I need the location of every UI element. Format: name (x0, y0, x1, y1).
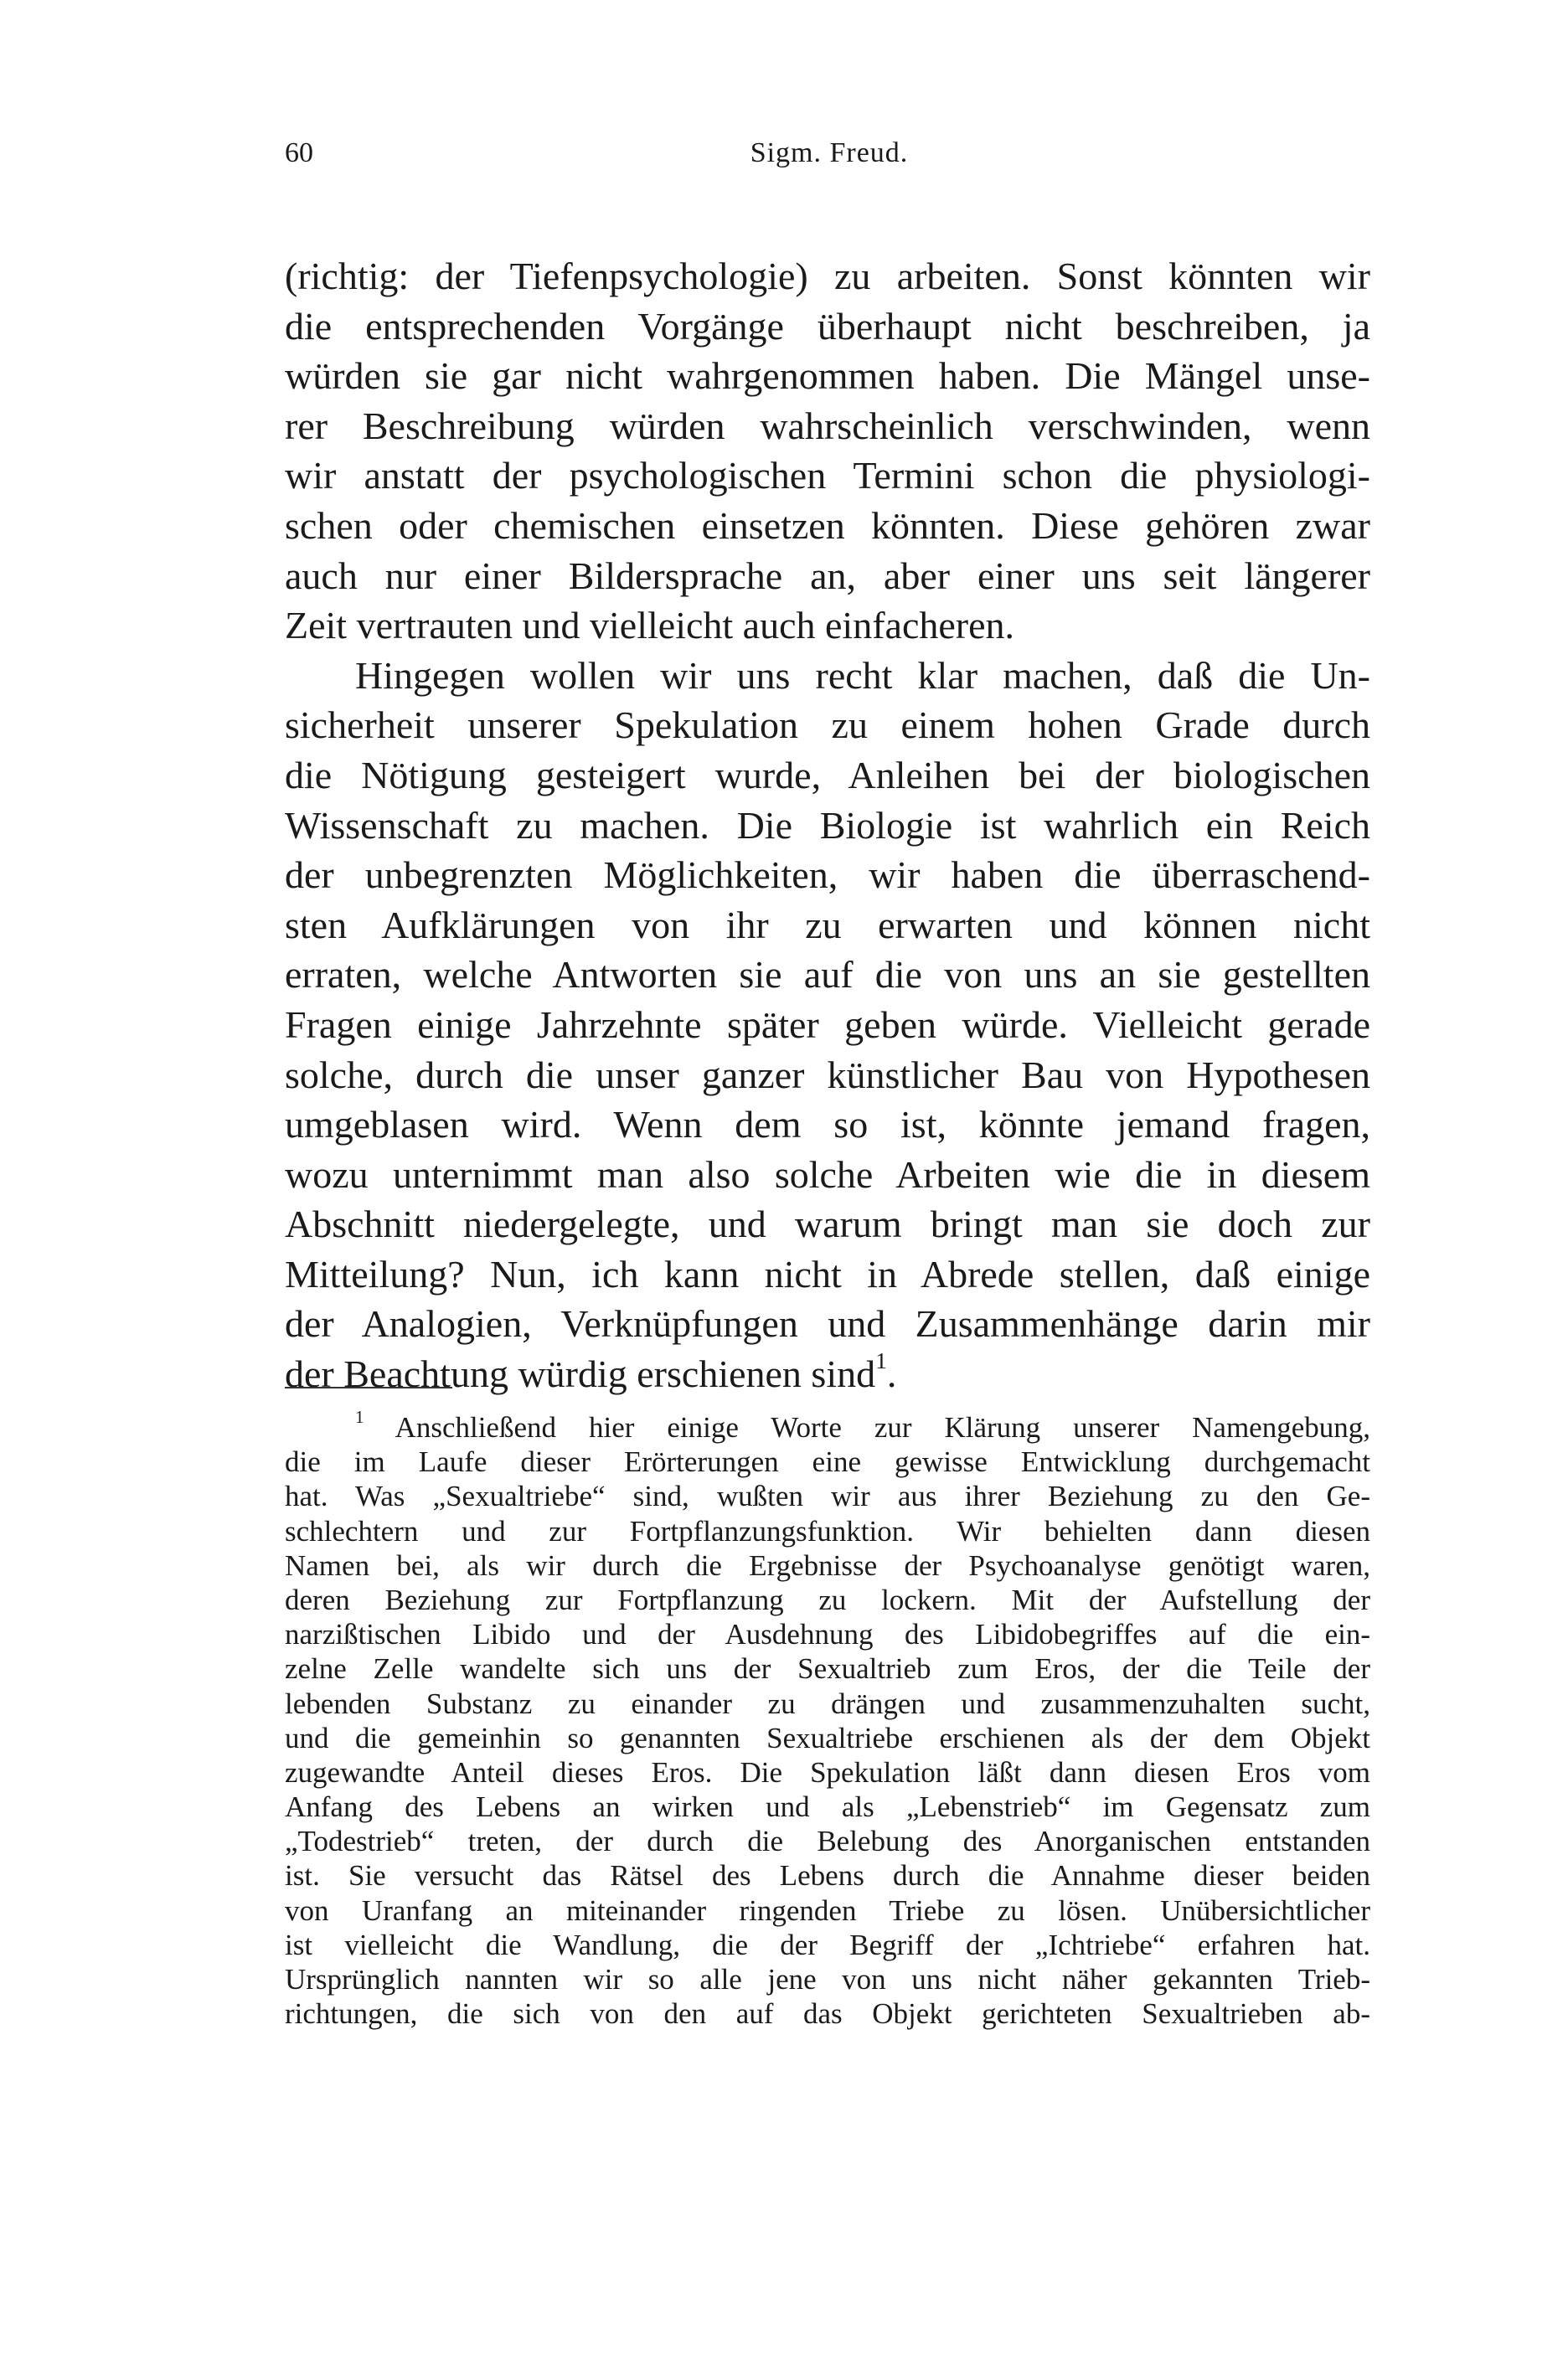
text-line-content: der Beachtung würdig erschienen sind (285, 1352, 876, 1396)
page-number: 60 (285, 137, 313, 168)
footnote-reference: 1 (875, 1349, 887, 1373)
text-line: Hingegen wollen wir uns recht klar machen, daß die Un- (355, 653, 1370, 697)
text-line-last (285, 1349, 1370, 1399)
text-line: schen oder chemischen einsetzen könnten. Diese gehören zwar (285, 503, 1370, 547)
text-line: umgeblasen wird. Wenn dem so ist, könnte jemand fragen, (285, 1103, 1370, 1146)
footnote-line: ist vielleicht die Wandlung, die der Begriff der „Ichtriebe“ erfahren hat. (285, 1928, 1370, 1961)
footnote-block (285, 1410, 1370, 2031)
text-line: die Nötigung gesteigert wurde, Anleihen bei der biologischen (285, 753, 1370, 796)
footnote-reference-suffix: . (886, 1352, 897, 1396)
footnote-line (285, 1410, 1370, 1445)
footnote-line: deren Beziehung zur Fortpflanzung zu lockern. Mit der Aufstellung der (285, 1583, 1370, 1616)
text-line: der Analogien, Verknüpfungen und Zusammenhänge darin mir (285, 1302, 1370, 1346)
footnote-line: zugewandte Anteil dieses Eros. Die Spekulation läßt dann diesen Eros vom (285, 1755, 1370, 1789)
text-line: Fragen einige Jahrzehnte später geben würde. Vielleicht gerade (285, 1002, 1370, 1046)
footnote-line: ist. Sie versucht das Rätsel des Lebens durch die Annahme dieser beiden (285, 1859, 1370, 1893)
text-line: der unbegrenzten Möglichkeiten, wir haben die überraschend- (285, 853, 1370, 897)
text-line: würden sie gar nicht wahrgenommen haben. Die Mängel unse- (285, 354, 1370, 398)
text-line: auch nur einer Bildersprache an, aber einer uns seit längerer (285, 554, 1370, 597)
text-line: erraten, welche Antworten sie auf die von uns an sie gestellten (285, 953, 1370, 997)
footnote-line: Anfang des Lebens an wirken und als „Lebenstrieb“ im Gegensatz zum (285, 1790, 1370, 1824)
text-line: Zeit vertrauten und vielleicht auch einfacheren. (285, 604, 1015, 647)
main-text (285, 251, 1370, 1399)
footnote-separator (285, 1387, 452, 1388)
text-line: Abschnitt niedergelegte, und warum bringt man sie doch zur (285, 1203, 1370, 1246)
footnote-line: und die gemeinhin so genannten Sexualtriebe erschienen als der dem Objekt (285, 1721, 1370, 1754)
footnote-line: Ursprünglich nannten wir so alle jene von uns nicht näher gekannten Trieb- (285, 1963, 1370, 1996)
text-line: sicherheit unserer Spekulation zu einem hohen Grade durch (285, 703, 1370, 747)
text-line: rer Beschreibung würden wahrscheinlich verschwinden, wenn (285, 404, 1370, 447)
text-line: wozu unternimmt man also solche Arbeiten wie die in diesem (285, 1152, 1370, 1196)
footnote-line: die im Laufe dieser Erörterungen eine gewisse Entwicklung durchgemacht (285, 1445, 1370, 1479)
text-line: wir anstatt der psychologischen Termini schon die physiologi- (285, 454, 1370, 497)
footnote-line: hat. Was „Sexualtriebe“ sind, wußten wir aus ihrer Beziehung zu den Ge- (285, 1480, 1370, 1513)
text-line: (richtig: der Tiefenpsychologie) zu arbeiten. Sonst könnten wir (285, 255, 1370, 297)
text-line: Wissenschaft zu machen. Die Biologie ist wahrlich ein Reich (285, 803, 1370, 847)
running-head: Sigm. Freud. (750, 137, 909, 168)
footnote-line: Namen bei, als wir durch die Ergebnisse der Psychoanalyse genötigt waren, (285, 1548, 1370, 1582)
text-line: sten Aufklärungen von ihr zu erwarten und können nicht (285, 903, 1370, 946)
footnote-line: lebenden Substanz zu einander zu drängen und zusammenzuhalten sucht, (285, 1687, 1370, 1720)
text-line: Mitteilung? Nun, ich kann nicht in Abrede stellen, daß einige (285, 1252, 1370, 1296)
footnote-line: „Todestrieb“ treten, der durch die Belebung des Anorganischen entstanden (285, 1825, 1370, 1858)
footnote-line: schlechtern und zur Fortpflanzungsfunktion. Wir behielten dann diesen (285, 1514, 1370, 1548)
footnote-marker: 1 (355, 1410, 364, 1428)
page-header (285, 132, 1374, 174)
footnote-line: von Uranfang an miteinander ringenden Triebe zu lösen. Unübersichtlicher (285, 1893, 1370, 1927)
footnote-line: narzißtischen Libido und der Ausdehnung des Libidobegriffes auf die ein- (285, 1618, 1370, 1651)
text-line: die entsprechenden Vorgänge überhaupt nicht beschreiben, ja (285, 304, 1370, 348)
footnote-line: zelne Zelle wandelte sich uns der Sexualtrieb zum Eros, der die Teile der (285, 1652, 1370, 1686)
footnote-line-content: Anschließend hier einige Worte zur Klärung unserer Namengebung, (395, 1411, 1370, 1444)
text-line: solche, durch die unser ganzer künstlicher Bau von Hypothesen (285, 1053, 1370, 1096)
footnote-line: richtungen, die sich von den auf das Objekt gerichteten Sexualtrieben ab- (285, 1997, 1370, 2031)
